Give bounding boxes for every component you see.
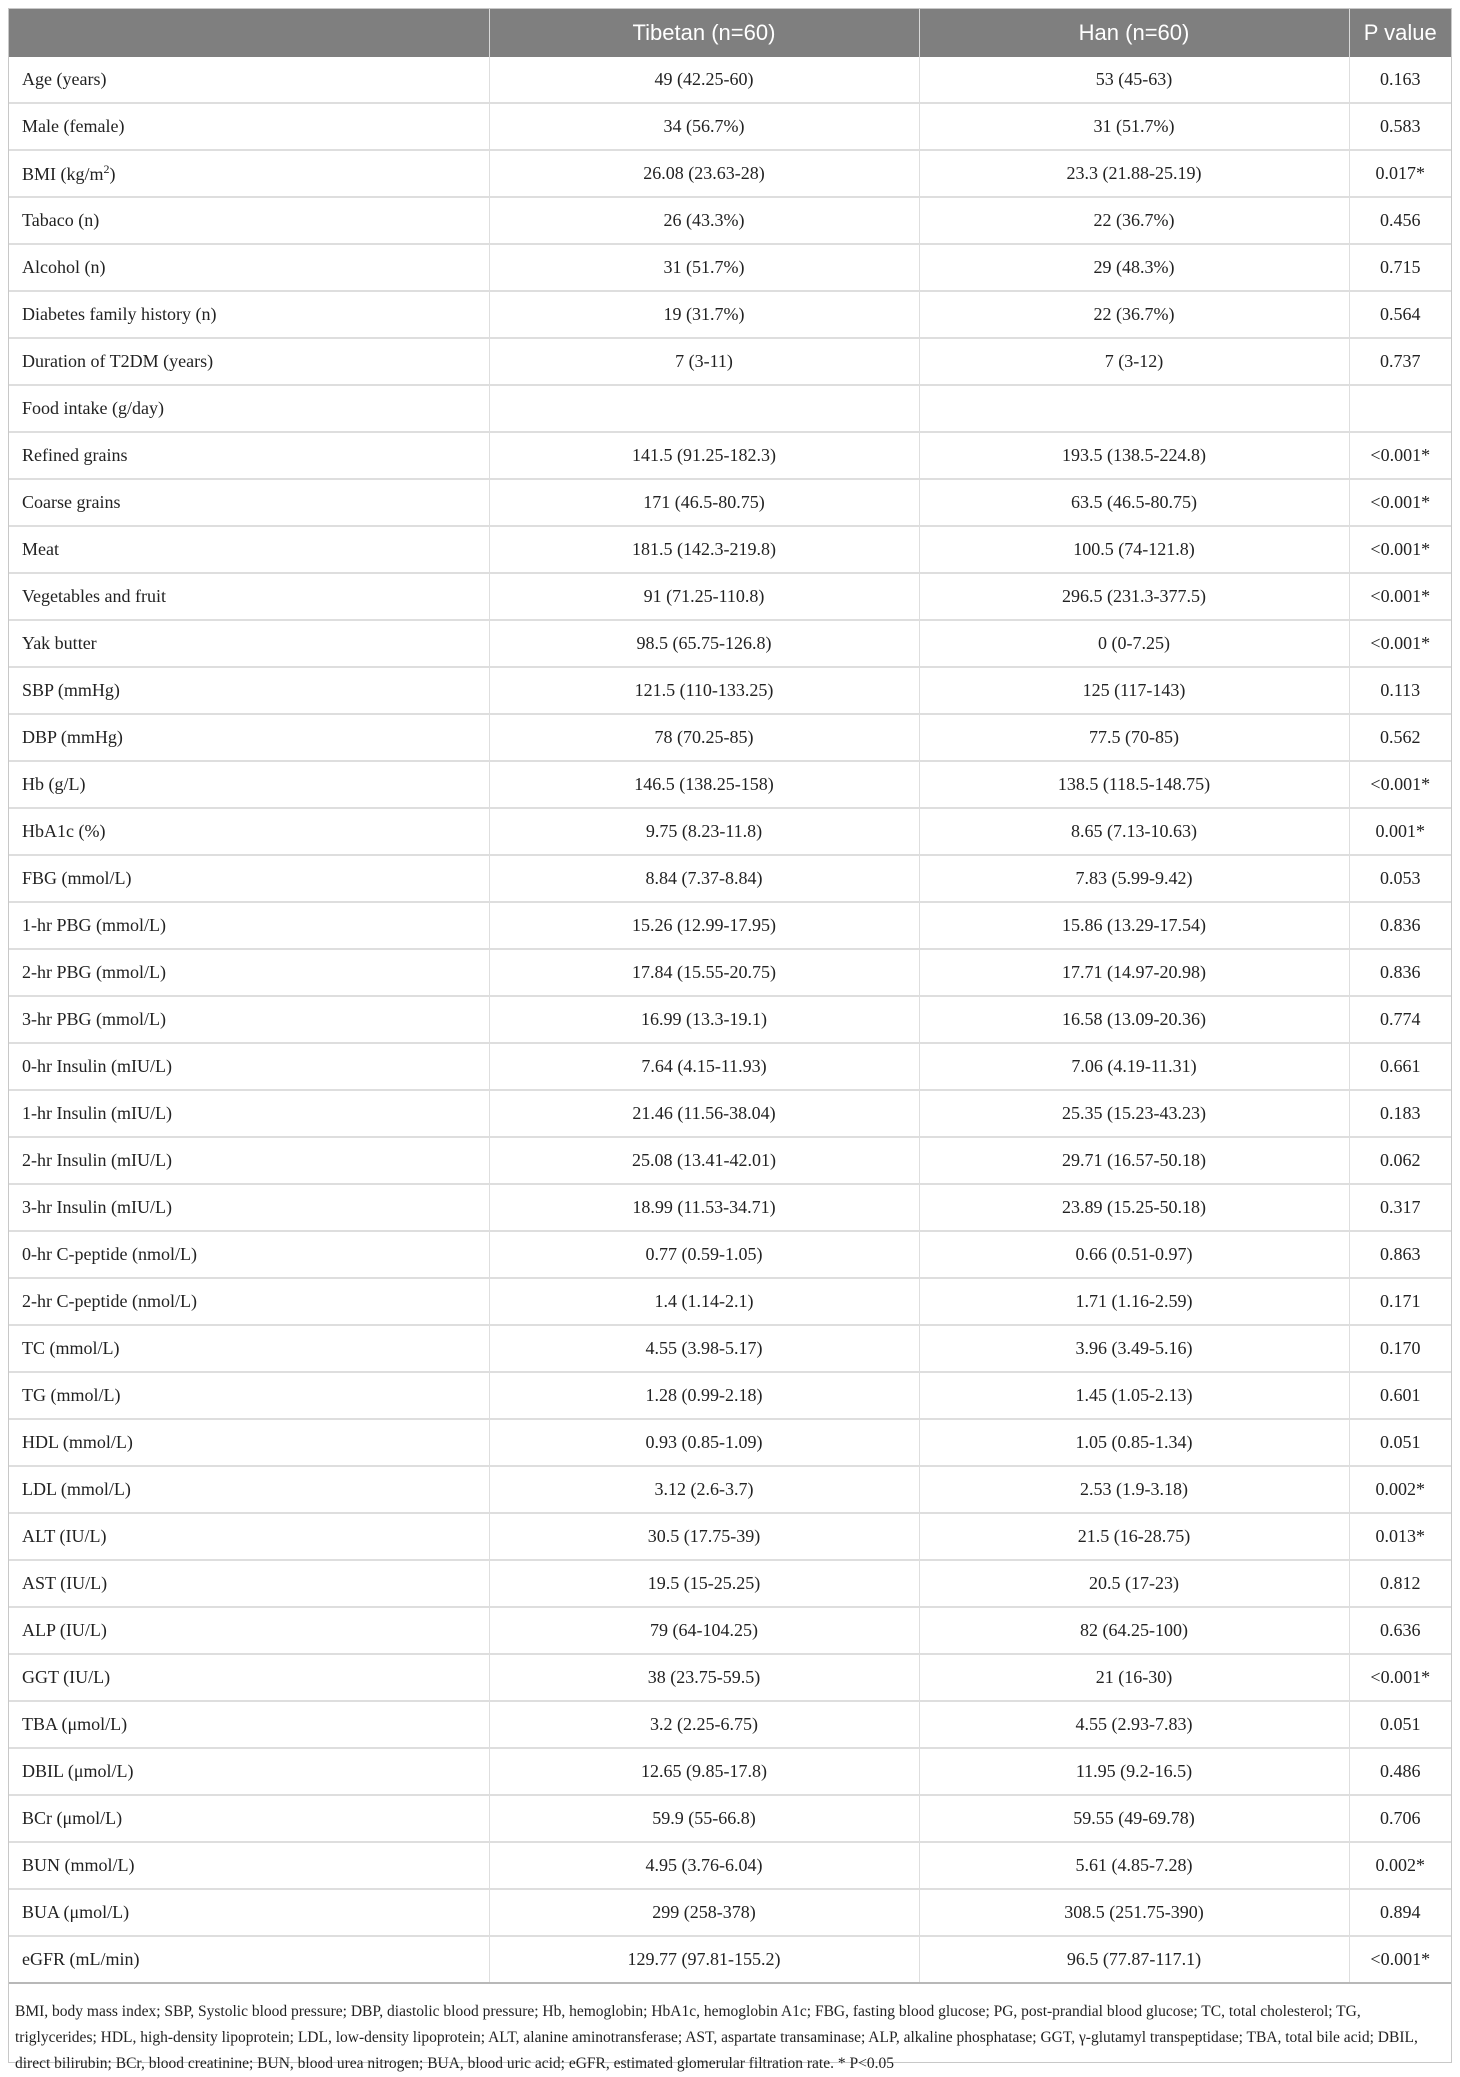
cell-tibetan: 21.46 (11.56-38.04): [489, 1090, 919, 1137]
row-label-superscript: 2: [103, 162, 110, 176]
cell-tibetan: 26.08 (23.63-28): [489, 150, 919, 197]
row-label-text: BCr (μmol/L): [22, 1808, 123, 1828]
table-row: [9, 1325, 1451, 1372]
table-row: [9, 1748, 1451, 1795]
cell-p-value: <0.001*: [1349, 432, 1451, 479]
row-label: [9, 714, 489, 761]
cell-han: 2.53 (1.9-3.18): [919, 1466, 1349, 1513]
row-label: [9, 808, 489, 855]
cell-tibetan: 79 (64-104.25): [489, 1607, 919, 1654]
cell-tibetan: 31 (51.7%): [489, 244, 919, 291]
cell-tibetan: 1.4 (1.14-2.1): [489, 1278, 919, 1325]
cell-tibetan: 0.93 (0.85-1.09): [489, 1419, 919, 1466]
cell-p-value: 0.013*: [1349, 1513, 1451, 1560]
cell-p-value: <0.001*: [1349, 1936, 1451, 1983]
cell-p-value: <0.001*: [1349, 620, 1451, 667]
table-row: [9, 573, 1451, 620]
row-label-text: eGFR (mL/min): [22, 1949, 140, 1969]
table-row: [9, 1513, 1451, 1560]
row-label-text: BUN (mmol/L): [22, 1855, 135, 1875]
cell-han: 138.5 (118.5-148.75): [919, 761, 1349, 808]
cell-p-value: 0.163: [1349, 57, 1451, 103]
cell-han: 1.05 (0.85-1.34): [919, 1419, 1349, 1466]
header-row: [9, 9, 1451, 57]
table-row: [9, 338, 1451, 385]
row-label: [9, 1372, 489, 1419]
cell-p-value: 0.170: [1349, 1325, 1451, 1372]
table-row: [9, 150, 1451, 197]
row-label: [9, 902, 489, 949]
cell-p-value: 0.601: [1349, 1372, 1451, 1419]
row-label-text: 2-hr PBG (mmol/L): [22, 962, 166, 982]
cell-p-value: 0.774: [1349, 996, 1451, 1043]
cell-p-value: 0.836: [1349, 902, 1451, 949]
table-row: [9, 714, 1451, 761]
cell-tibetan: 171 (46.5-80.75): [489, 479, 919, 526]
table-row: [9, 479, 1451, 526]
table-row: [9, 1184, 1451, 1231]
cell-han: 7.06 (4.19-11.31): [919, 1043, 1349, 1090]
cell-p-value: <0.001*: [1349, 479, 1451, 526]
row-label: [9, 1137, 489, 1184]
cell-p-value: 0.002*: [1349, 1842, 1451, 1889]
row-label: [9, 761, 489, 808]
table-row: [9, 103, 1451, 150]
table-row: [9, 1419, 1451, 1466]
cell-tibetan: 34 (56.7%): [489, 103, 919, 150]
cell-p-value: 0.062: [1349, 1137, 1451, 1184]
row-label-text: 1-hr PBG (mmol/L): [22, 915, 166, 935]
row-label-text: Refined grains: [22, 445, 128, 465]
cell-han: 31 (51.7%): [919, 103, 1349, 150]
table-row: [9, 1137, 1451, 1184]
cell-han: 7 (3-12): [919, 338, 1349, 385]
row-label: [9, 667, 489, 714]
cell-p-value: 0.001*: [1349, 808, 1451, 855]
cell-han: 1.71 (1.16-2.59): [919, 1278, 1349, 1325]
cell-p-value: <0.001*: [1349, 573, 1451, 620]
row-label-text: 1-hr Insulin (mIU/L): [22, 1103, 172, 1123]
row-label-text: Meat: [22, 539, 59, 559]
cell-tibetan: 98.5 (65.75-126.8): [489, 620, 919, 667]
cell-tibetan: 129.77 (97.81-155.2): [489, 1936, 919, 1983]
cell-han: 21.5 (16-28.75): [919, 1513, 1349, 1560]
row-label: [9, 479, 489, 526]
cell-tibetan: 19.5 (15-25.25): [489, 1560, 919, 1607]
cell-han: 22 (36.7%): [919, 197, 1349, 244]
cell-p-value: 0.183: [1349, 1090, 1451, 1137]
cell-tibetan: [489, 385, 919, 432]
cell-han: 0 (0-7.25): [919, 620, 1349, 667]
cell-p-value: <0.001*: [1349, 526, 1451, 573]
cell-p-value: 0.017*: [1349, 150, 1451, 197]
cell-p-value: 0.317: [1349, 1184, 1451, 1231]
cell-p-value: 0.171: [1349, 1278, 1451, 1325]
row-label: [9, 1795, 489, 1842]
table-row: [9, 1560, 1451, 1607]
cell-tibetan: 141.5 (91.25-182.3): [489, 432, 919, 479]
cell-tibetan: 3.2 (2.25-6.75): [489, 1701, 919, 1748]
cell-han: 16.58 (13.09-20.36): [919, 996, 1349, 1043]
row-label-text: Age (years): [22, 69, 107, 89]
cell-p-value: 0.812: [1349, 1560, 1451, 1607]
row-label: [9, 1466, 489, 1513]
row-label: [9, 103, 489, 150]
cell-tibetan: 146.5 (138.25-158): [489, 761, 919, 808]
table-row: [9, 1043, 1451, 1090]
cell-han: 8.65 (7.13-10.63): [919, 808, 1349, 855]
data-table: [9, 9, 1451, 1984]
cell-p-value: 0.863: [1349, 1231, 1451, 1278]
cell-han: 125 (117-143): [919, 667, 1349, 714]
cell-han: 23.3 (21.88-25.19): [919, 150, 1349, 197]
cell-han: 17.71 (14.97-20.98): [919, 949, 1349, 996]
row-label: [9, 1560, 489, 1607]
row-label-text: SBP (mmHg): [22, 680, 120, 700]
cell-han: 4.55 (2.93-7.83): [919, 1701, 1349, 1748]
cell-p-value: 0.051: [1349, 1419, 1451, 1466]
table-row: [9, 808, 1451, 855]
row-label: [9, 1654, 489, 1701]
row-label-text: Hb (g/L): [22, 774, 86, 794]
cell-p-value: 0.562: [1349, 714, 1451, 761]
cell-tibetan: 4.55 (3.98-5.17): [489, 1325, 919, 1372]
cell-tibetan: 299 (258-378): [489, 1889, 919, 1936]
row-label: [9, 385, 489, 432]
row-label-text: TC (mmol/L): [22, 1338, 120, 1358]
row-label-text: ALT (IU/L): [22, 1526, 107, 1546]
row-label-text: 3-hr PBG (mmol/L): [22, 1009, 166, 1029]
cell-han: 7.83 (5.99-9.42): [919, 855, 1349, 902]
table-row: [9, 996, 1451, 1043]
cell-p-value: 0.583: [1349, 103, 1451, 150]
cell-han: 23.89 (15.25-50.18): [919, 1184, 1349, 1231]
cell-p-value: 0.706: [1349, 1795, 1451, 1842]
row-label-text: Duration of T2DM (years): [22, 351, 214, 371]
table-row: [9, 1372, 1451, 1419]
row-label: [9, 1748, 489, 1795]
cell-tibetan: 25.08 (13.41-42.01): [489, 1137, 919, 1184]
cell-p-value: 0.737: [1349, 338, 1451, 385]
cell-p-value: 0.113: [1349, 667, 1451, 714]
row-label-text: Coarse grains: [22, 492, 121, 512]
row-label: [9, 432, 489, 479]
row-label: [9, 573, 489, 620]
cell-p-value: 0.456: [1349, 197, 1451, 244]
cell-tibetan: 9.75 (8.23-11.8): [489, 808, 919, 855]
table-row: [9, 291, 1451, 338]
row-label: [9, 855, 489, 902]
cell-p-value: <0.001*: [1349, 761, 1451, 808]
row-label: [9, 197, 489, 244]
cell-han: 96.5 (77.87-117.1): [919, 1936, 1349, 1983]
cell-p-value: 0.836: [1349, 949, 1451, 996]
row-label: [9, 949, 489, 996]
row-label-text: Alcohol (n): [22, 257, 106, 277]
cell-tibetan: 4.95 (3.76-6.04): [489, 1842, 919, 1889]
cell-han: 29.71 (16.57-50.18): [919, 1137, 1349, 1184]
cell-han: 25.35 (15.23-43.23): [919, 1090, 1349, 1137]
row-label: [9, 1889, 489, 1936]
row-label-text: ALP (IU/L): [22, 1620, 107, 1640]
row-label-text: AST (IU/L): [22, 1573, 108, 1593]
table-row: [9, 1795, 1451, 1842]
row-label: [9, 996, 489, 1043]
row-label: [9, 150, 489, 197]
row-label-text: DBP (mmHg): [22, 727, 123, 747]
cell-han: 53 (45-63): [919, 57, 1349, 103]
row-label-text: HDL (mmol/L): [22, 1432, 133, 1452]
table-row: [9, 1231, 1451, 1278]
table-row: [9, 620, 1451, 667]
row-label-text: LDL (mmol/L): [22, 1479, 131, 1499]
row-label-suffix: ): [109, 164, 116, 184]
table-row: [9, 1889, 1451, 1936]
table-row: [9, 1090, 1451, 1137]
cell-han: 20.5 (17-23): [919, 1560, 1349, 1607]
cell-tibetan: 38 (23.75-59.5): [489, 1654, 919, 1701]
cell-han: 77.5 (70-85): [919, 714, 1349, 761]
row-label: [9, 244, 489, 291]
cell-p-value: 0.636: [1349, 1607, 1451, 1654]
row-label-text: Male (female): [22, 116, 125, 136]
cell-tibetan: 121.5 (110-133.25): [489, 667, 919, 714]
cell-han: 1.45 (1.05-2.13): [919, 1372, 1349, 1419]
row-label-text: 0-hr C-peptide (nmol/L): [22, 1244, 197, 1264]
row-label: [9, 338, 489, 385]
row-label-text: DBIL (μmol/L): [22, 1761, 134, 1781]
cell-tibetan: 7.64 (4.15-11.93): [489, 1043, 919, 1090]
cell-han: 296.5 (231.3-377.5): [919, 573, 1349, 620]
cell-han: 22 (36.7%): [919, 291, 1349, 338]
cell-tibetan: 91 (71.25-110.8): [489, 573, 919, 620]
header-cell-han: Han (n=60): [919, 9, 1349, 57]
table-row: [9, 667, 1451, 714]
row-label-text: Tabaco (n): [22, 210, 100, 230]
table-row: [9, 1466, 1451, 1513]
table-row: [9, 197, 1451, 244]
row-label: [9, 1090, 489, 1137]
row-label: [9, 1325, 489, 1372]
cell-tibetan: 18.99 (11.53-34.71): [489, 1184, 919, 1231]
cell-han: 0.66 (0.51-0.97): [919, 1231, 1349, 1278]
row-label-text: BMI (kg/m: [22, 164, 104, 184]
cell-tibetan: 17.84 (15.55-20.75): [489, 949, 919, 996]
row-label: [9, 1231, 489, 1278]
cell-han: 82 (64.25-100): [919, 1607, 1349, 1654]
row-label: [9, 1701, 489, 1748]
cell-p-value: 0.894: [1349, 1889, 1451, 1936]
cell-tibetan: 30.5 (17.75-39): [489, 1513, 919, 1560]
cell-p-value: <0.001*: [1349, 1654, 1451, 1701]
cell-han: 308.5 (251.75-390): [919, 1889, 1349, 1936]
cell-tibetan: 26 (43.3%): [489, 197, 919, 244]
row-label: [9, 620, 489, 667]
table-row: [9, 385, 1451, 432]
table-row: [9, 432, 1451, 479]
cell-p-value: [1349, 385, 1451, 432]
table-row: [9, 949, 1451, 996]
cell-tibetan: 15.26 (12.99-17.95): [489, 902, 919, 949]
cell-han: 59.55 (49-69.78): [919, 1795, 1349, 1842]
cell-han: 11.95 (9.2-16.5): [919, 1748, 1349, 1795]
cell-han: [919, 385, 1349, 432]
cell-tibetan: 16.99 (13.3-19.1): [489, 996, 919, 1043]
cell-p-value: 0.661: [1349, 1043, 1451, 1090]
table-row: [9, 1607, 1451, 1654]
row-label: [9, 1419, 489, 1466]
row-label-text: Diabetes family history (n): [22, 304, 217, 324]
row-label: [9, 1513, 489, 1560]
table-header: [9, 9, 1451, 57]
row-label: [9, 1842, 489, 1889]
cell-han: 100.5 (74-121.8): [919, 526, 1349, 573]
row-label: [9, 1184, 489, 1231]
row-label-text: 2-hr Insulin (mIU/L): [22, 1150, 172, 1170]
cell-tibetan: 181.5 (142.3-219.8): [489, 526, 919, 573]
table-row: [9, 1701, 1451, 1748]
row-label-text: 0-hr Insulin (mIU/L): [22, 1056, 172, 1076]
cell-han: 15.86 (13.29-17.54): [919, 902, 1349, 949]
row-label: [9, 1278, 489, 1325]
table-footnote: BMI, body mass index; SBP, Systolic blood pressure; DBP, diastolic blood pressure; Hb, hemoglobin; HbA1c, hemoglobin A1c; FBG, fasting blood glucose; PG, post-prandial blood glucose; TC, total cholesterol; TG, triglycerides; HDL, high-density lipoprotein; LDL, low-density lipoprotein; ALT, alanine aminotransferase; AST, aspartate transaminase; ALP, alkaline phosphatase; GGT, γ-glutamyl transpeptidase; TBA, total bile acid; DBIL, direct bilirubin; BCr, blood creatinine; BUN, blood urea nitrogen; BUA, blood uric acid; eGFR, estimated glomerular filtration rate. * P<0.05: [15, 2003, 1418, 2072]
table-row: [9, 902, 1451, 949]
row-label-text: Vegetables and fruit: [22, 586, 166, 606]
cell-han: 63.5 (46.5-80.75): [919, 479, 1349, 526]
table-row: [9, 1936, 1451, 1983]
table-row: [9, 1654, 1451, 1701]
cell-tibetan: 49 (42.25-60): [489, 57, 919, 103]
row-label-text: HbA1c (%): [22, 821, 106, 841]
cell-tibetan: 19 (31.7%): [489, 291, 919, 338]
table-row: [9, 526, 1451, 573]
table-row: [9, 761, 1451, 808]
header-cell-p-value: P value: [1349, 9, 1451, 57]
cell-p-value: 0.715: [1349, 244, 1451, 291]
cell-p-value: 0.053: [1349, 855, 1451, 902]
row-label-text: Food intake (g/day): [22, 398, 164, 418]
cell-tibetan: 12.65 (9.85-17.8): [489, 1748, 919, 1795]
cell-tibetan: 3.12 (2.6-3.7): [489, 1466, 919, 1513]
cell-tibetan: 1.28 (0.99-2.18): [489, 1372, 919, 1419]
cell-han: 21 (16-30): [919, 1654, 1349, 1701]
cell-tibetan: 78 (70.25-85): [489, 714, 919, 761]
cell-p-value: 0.002*: [1349, 1466, 1451, 1513]
cell-p-value: 0.486: [1349, 1748, 1451, 1795]
row-label: [9, 1936, 489, 1983]
header-cell-tibetan: Tibetan (n=60): [489, 9, 919, 57]
row-label-text: 3-hr Insulin (mIU/L): [22, 1197, 172, 1217]
row-label: [9, 1607, 489, 1654]
cell-han: 3.96 (3.49-5.16): [919, 1325, 1349, 1372]
row-label-text: TG (mmol/L): [22, 1385, 121, 1405]
row-label: [9, 57, 489, 103]
cell-p-value: 0.564: [1349, 291, 1451, 338]
table-frame: [8, 8, 1452, 2072]
table-row: [9, 57, 1451, 103]
table-row: [9, 244, 1451, 291]
cell-tibetan: 7 (3-11): [489, 338, 919, 385]
cell-tibetan: 0.77 (0.59-1.05): [489, 1231, 919, 1278]
row-label: [9, 1043, 489, 1090]
cell-han: 5.61 (4.85-7.28): [919, 1842, 1349, 1889]
row-label-text: TBA (μmol/L): [22, 1714, 128, 1734]
row-label-text: GGT (IU/L): [22, 1667, 111, 1687]
table-body: [9, 57, 1451, 1983]
row-label: [9, 526, 489, 573]
row-label-text: 2-hr C-peptide (nmol/L): [22, 1291, 197, 1311]
row-label-text: FBG (mmol/L): [22, 868, 132, 888]
table-row: [9, 855, 1451, 902]
table-row: [9, 1842, 1451, 1889]
header-cell-variable: [9, 9, 489, 57]
row-label: [9, 291, 489, 338]
row-label-text: BUA (μmol/L): [22, 1902, 130, 1922]
cell-tibetan: 59.9 (55-66.8): [489, 1795, 919, 1842]
row-label-text: Yak butter: [22, 633, 97, 653]
cell-han: 29 (48.3%): [919, 244, 1349, 291]
cell-han: 193.5 (138.5-224.8): [919, 432, 1349, 479]
table-row: [9, 1278, 1451, 1325]
cell-p-value: 0.051: [1349, 1701, 1451, 1748]
cell-tibetan: 8.84 (7.37-8.84): [489, 855, 919, 902]
